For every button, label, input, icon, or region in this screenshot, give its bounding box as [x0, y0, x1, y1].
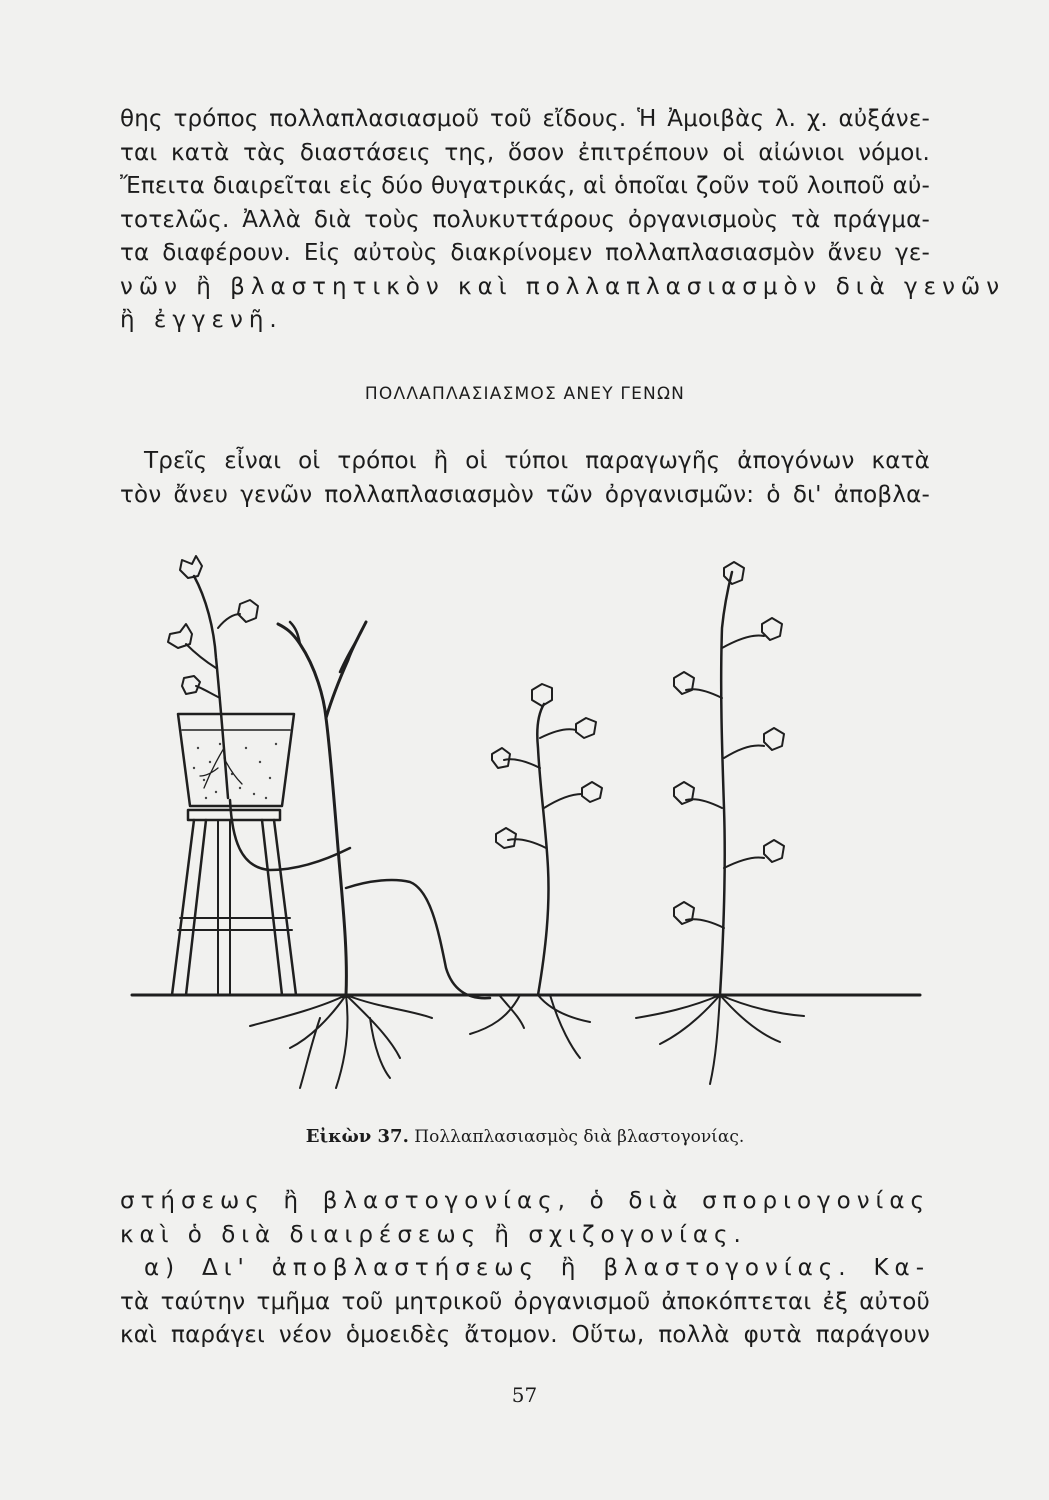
section-heading: ΠΟΛΛΑΠΛΑΣΙΑΣΜΟΣ ΑΝΕΥ ΓΕΝΩΝ — [364, 384, 686, 404]
text-line: καὶ ὁ διὰ διαιρέσεως ἢ σχιζογονίας. — [120, 1221, 747, 1248]
text-line: νῶν ἢ βλαστητικὸν καὶ πολλαπλασιασμὸν διὰ γενῶν — [120, 273, 1006, 300]
paragraph-intro — [120, 445, 930, 512]
young-plant-icon — [470, 684, 602, 1058]
stool-icon — [172, 810, 296, 995]
independent-plant-icon — [636, 562, 804, 1084]
page-number: 57 — [511, 1383, 538, 1407]
text-line: ἢ ἐγγενῆ. — [120, 307, 283, 333]
paragraph-top — [120, 103, 1006, 338]
text-line: θης τρόπος πολλαπλασιασμοῦ τοῦ εἴδους. Ἡ Ἀμοιβὰς λ. χ. αὐξάνε- — [120, 106, 930, 132]
text-line: τα διαφέρουν. Εἰς αὐτοὺς διακρίνομεν πολλαπλασιασμὸν ἄνευ γε- — [120, 240, 930, 266]
text-line: α) Δι' ἀποβλαστήσεως ἢ βλαστογονίας. Κα- — [144, 1255, 930, 1281]
mother-plant-icon — [278, 622, 490, 998]
roots-icon — [250, 995, 432, 1088]
text-line: Τρεῖς εἶναι οἱ τρόποι ἢ οἱ τύποι παραγωγῆς ἀπογόνων κατὰ — [144, 448, 930, 474]
paragraph-bottom — [120, 1185, 930, 1353]
pot-icon — [178, 714, 294, 806]
text-line: Ἔπειτα διαιρεῖται εἰς δύο θυγατρικάς, αἱ ὁποῖαι ζοῦν τοῦ λοιποῦ αὐ- — [120, 173, 930, 199]
text-line: τὸν ἄνευ γενῶν πολλαπλασιασμὸν τῶν ὀργανισμῶν: ὁ δι' ἀποβλα- — [120, 481, 930, 508]
text-line: καὶ παράγει νέον ὁμοειδὲς ἄτομον. Οὕτω, πολλὰ φυτὰ παράγουν — [120, 1322, 930, 1348]
caption-label: Εἰκὼν 37. — [305, 1126, 409, 1147]
potted-plant-icon — [168, 556, 258, 798]
caption-text: Πολλαπλασιασμὸς διὰ βλαστογονίας. — [414, 1127, 745, 1147]
text-line: στήσεως ἢ βλαστογονίας, ὁ διὰ σποριογονίας — [120, 1188, 930, 1214]
figure-caption — [120, 1126, 930, 1147]
text-line: τοτελῶς. Ἀλλὰ διὰ τοὺς πολυκυττάρους ὀργανισμοὺς τὰ πράγμα- — [120, 206, 930, 233]
text-line: ται κατὰ τὰς διαστάσεις της, ὅσον ἐπιτρέπουν οἱ αἰώνιοι νόμοι. — [120, 139, 930, 166]
text-line: τὰ ταύτην τμῆμα τοῦ μητρικοῦ ὀργανισμοῦ ἀποκόπτεται ἐξ αὐτοῦ — [120, 1288, 930, 1315]
plant-propagation-illustration — [120, 548, 930, 1123]
